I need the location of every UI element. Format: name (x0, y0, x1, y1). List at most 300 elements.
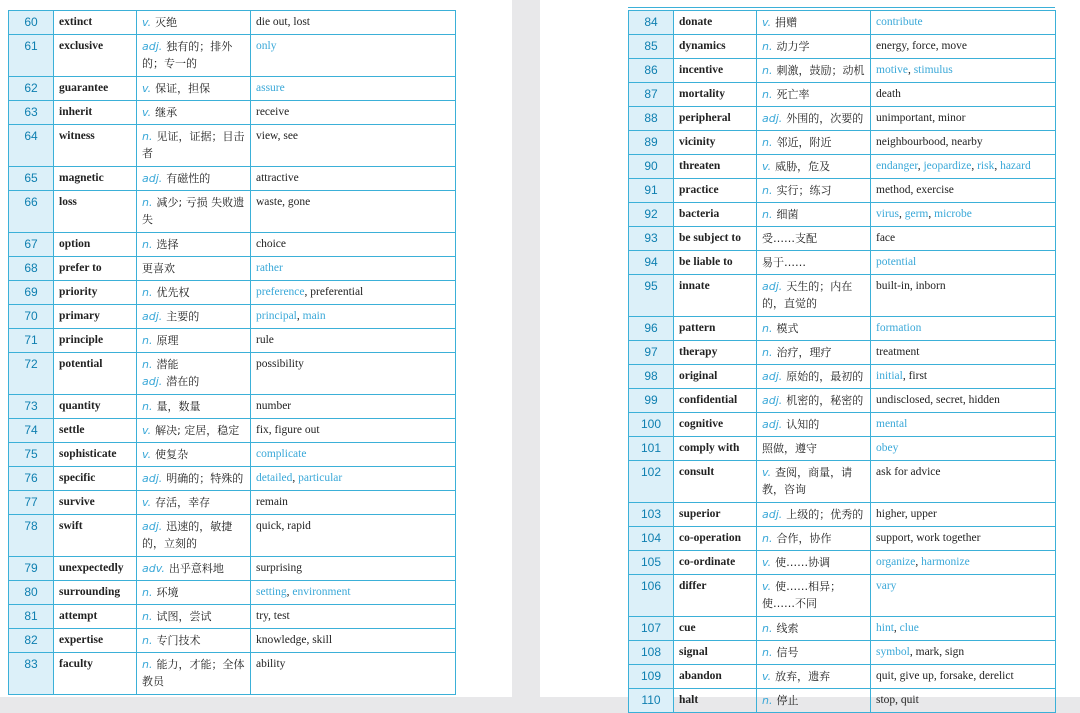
meaning-text: 机密的，秘密的 (786, 394, 864, 407)
synonyms (871, 665, 1056, 689)
synonyms (251, 467, 456, 491)
synonym-text: knowledge, skill (256, 634, 333, 646)
meaning-text: 易于…… (762, 256, 806, 269)
meaning-line (142, 236, 245, 253)
vocab-row (629, 35, 1056, 59)
part-of-speech: n. (142, 634, 153, 647)
part-of-speech: adj. (142, 472, 163, 485)
vocab-row (629, 251, 1056, 275)
headword: sophisticate (54, 443, 137, 467)
vocab-table-left-body (9, 11, 456, 695)
synonym-text: , preferential (304, 286, 364, 298)
synonyms (251, 305, 456, 329)
headword: comply with (674, 437, 757, 461)
vocab-row (629, 437, 1056, 461)
part-of-speech: v. (762, 466, 772, 479)
vocab-row (9, 395, 456, 419)
synonym-text: higher, upper (876, 508, 937, 520)
chinese-meaning (757, 551, 871, 575)
vocab-row (9, 419, 456, 443)
vocab-row (9, 77, 456, 101)
chinese-meaning (757, 275, 871, 317)
meaning-line (142, 260, 245, 277)
part-of-speech: n. (142, 334, 153, 347)
chinese-meaning (137, 419, 251, 443)
vocab-row (629, 203, 1056, 227)
synonym-highlight: symbol (876, 646, 910, 658)
vocab-table-left (8, 10, 456, 695)
synonym-text: receive (256, 106, 290, 118)
synonym-highlight: detailed (256, 472, 293, 484)
synonyms (251, 77, 456, 101)
meaning-text: 邻近，附近 (776, 136, 832, 149)
synonym-text: , (907, 64, 914, 76)
headword: settle (54, 419, 137, 443)
synonym-text: , mark, sign (909, 646, 965, 658)
meaning-line (142, 284, 245, 301)
synonyms (251, 581, 456, 605)
chinese-meaning (757, 59, 871, 83)
meaning-line (142, 656, 245, 690)
chinese-meaning (137, 233, 251, 257)
entry-number: 62 (9, 77, 54, 101)
left-page (0, 0, 512, 697)
synonym-highlight: risk (977, 160, 995, 172)
synonym-text: built-in, inborn (876, 280, 946, 292)
headword: dynamics (674, 35, 757, 59)
chinese-meaning (757, 155, 871, 179)
meaning-text: 有磁性的 (166, 172, 211, 185)
synonyms (251, 191, 456, 233)
part-of-speech: n. (762, 88, 773, 101)
part-of-speech: n. (762, 694, 773, 707)
vocab-row (9, 125, 456, 167)
part-of-speech: n. (142, 586, 153, 599)
synonyms (871, 179, 1056, 203)
meaning-text: 实行；练习 (776, 184, 832, 197)
meaning-line (762, 206, 865, 223)
chinese-meaning (137, 605, 251, 629)
entry-number: 100 (629, 413, 674, 437)
vocab-row (9, 605, 456, 629)
meaning-text: 使……协调 (775, 556, 831, 569)
synonyms (251, 101, 456, 125)
vocab-row (629, 179, 1056, 203)
vocab-row (629, 461, 1056, 503)
chinese-meaning (757, 11, 871, 35)
synonyms (871, 131, 1056, 155)
part-of-speech: n. (142, 130, 153, 143)
entry-number: 97 (629, 341, 674, 365)
part-of-speech: n. (142, 286, 153, 299)
meaning-line (762, 668, 865, 685)
vocab-row (629, 527, 1056, 551)
entry-number: 83 (9, 653, 54, 695)
headword: primary (54, 305, 137, 329)
headword: cognitive (674, 413, 757, 437)
part-of-speech: v. (762, 580, 772, 593)
entry-number: 78 (9, 515, 54, 557)
synonym-text: , (994, 160, 1001, 172)
synonyms (871, 11, 1056, 35)
meaning-text: 灭绝 (155, 16, 178, 29)
synonyms (251, 629, 456, 653)
headword: loss (54, 191, 137, 233)
meaning-text: 主要的 (166, 310, 200, 323)
headword: mortality (674, 83, 757, 107)
part-of-speech: adj. (142, 375, 163, 388)
part-of-speech: v. (142, 82, 152, 95)
synonym-text: quick, rapid (256, 520, 311, 532)
synonym-text: fix, figure out (256, 424, 320, 436)
headword: peripheral (674, 107, 757, 131)
vocab-row (629, 11, 1056, 35)
meaning-text: 线索 (776, 622, 799, 635)
meaning-text: 治疗，理疗 (776, 346, 832, 359)
chinese-meaning (757, 503, 871, 527)
meaning-line (142, 104, 245, 121)
headword: witness (54, 125, 137, 167)
synonyms (251, 605, 456, 629)
headword: therapy (674, 341, 757, 365)
part-of-speech: n. (762, 322, 773, 335)
synonym-text: possibility (256, 358, 304, 370)
meaning-text: 威胁，危及 (775, 160, 831, 173)
meaning-text: 死亡率 (776, 88, 810, 101)
headword: unexpectedly (54, 557, 137, 581)
chinese-meaning (137, 191, 251, 233)
part-of-speech: v. (762, 670, 772, 683)
synonym-text: quit, give up, forsake, derelict (876, 670, 1014, 682)
vocab-table-right-body (629, 11, 1056, 713)
vocab-row (629, 227, 1056, 251)
part-of-speech: adj. (762, 394, 783, 407)
meaning-text: 使……相异；使……不同 (762, 580, 842, 610)
part-of-speech: n. (142, 358, 153, 371)
headword: superior (674, 503, 757, 527)
headword: guarantee (54, 77, 137, 101)
entry-number: 110 (629, 689, 674, 713)
entry-number: 105 (629, 551, 674, 575)
synonym-highlight: assure (256, 82, 285, 94)
headword: be subject to (674, 227, 757, 251)
synonym-highlight: complicate (256, 448, 307, 460)
meaning-line (762, 344, 865, 361)
synonym-highlight: clue (899, 622, 919, 634)
meaning-text: 照做，遵守 (762, 442, 817, 455)
synonym-text: face (876, 232, 896, 244)
meaning-text: 选择 (156, 238, 179, 251)
part-of-speech: n. (762, 184, 773, 197)
chinese-meaning (137, 77, 251, 101)
part-of-speech: n. (142, 238, 153, 251)
meaning-line (762, 578, 865, 612)
part-of-speech: n. (142, 400, 153, 413)
vocab-row (629, 275, 1056, 317)
vocab-row (9, 233, 456, 257)
synonyms (871, 251, 1056, 275)
entry-number: 61 (9, 35, 54, 77)
vocab-row (9, 491, 456, 515)
part-of-speech: adj. (142, 40, 163, 53)
chinese-meaning (137, 491, 251, 515)
headword: confidential (674, 389, 757, 413)
entry-number: 104 (629, 527, 674, 551)
vocab-row (9, 11, 456, 35)
meaning-line (142, 632, 245, 649)
meaning-line (142, 446, 245, 463)
vocab-row (629, 365, 1056, 389)
chinese-meaning (757, 341, 871, 365)
meaning-line (142, 608, 245, 625)
headword: extinct (54, 11, 137, 35)
synonym-text: ask for advice (876, 466, 941, 478)
entry-number: 93 (629, 227, 674, 251)
synonym-text: choice (256, 238, 287, 250)
part-of-speech: adj. (762, 508, 783, 521)
vocab-row (9, 101, 456, 125)
headword: consult (674, 461, 757, 503)
synonym-highlight: initial (876, 370, 903, 382)
synonym-highlight: obey (876, 442, 899, 454)
chinese-meaning (757, 107, 871, 131)
meaning-text: 放弃，遗弃 (775, 670, 831, 683)
synonyms (871, 413, 1056, 437)
entry-number: 95 (629, 275, 674, 317)
meaning-line (142, 422, 245, 439)
meaning-text: 能力，才能；全体教员 (142, 658, 245, 688)
part-of-speech: n. (762, 346, 773, 359)
meaning-line (142, 332, 245, 349)
vocab-row (9, 35, 456, 77)
synonyms (251, 491, 456, 515)
synonym-highlight: endanger (876, 160, 918, 172)
synonym-text: stop, quit (876, 694, 919, 706)
part-of-speech: adv. (142, 562, 165, 575)
meaning-line (762, 692, 865, 709)
chinese-meaning (757, 641, 871, 665)
chinese-meaning (757, 617, 871, 641)
part-of-speech: adj. (762, 112, 783, 125)
vocab-row (9, 653, 456, 695)
synonym-text: view, see (256, 130, 299, 142)
synonym-highlight: rather (256, 262, 283, 274)
part-of-speech: adj. (142, 520, 163, 533)
headword: potential (54, 353, 137, 395)
meaning-line (142, 80, 245, 97)
synonym-text: , (893, 622, 900, 634)
right-page (540, 0, 1080, 707)
synonym-highlight: organize (876, 556, 916, 568)
meaning-text: 潜在的 (166, 375, 200, 388)
synonym-text: ability (256, 658, 286, 670)
meaning-line (762, 368, 865, 385)
meaning-text: 天生的；内在的，直觉的 (762, 280, 853, 310)
synonym-text: , (915, 556, 922, 568)
headword: signal (674, 641, 757, 665)
vocab-row (629, 83, 1056, 107)
headword: differ (674, 575, 757, 617)
chinese-meaning (137, 167, 251, 191)
synonyms (871, 275, 1056, 317)
synonym-highlight: environment (292, 586, 351, 598)
meaning-text: 解决; 定居，稳定 (155, 424, 240, 437)
meaning-text: 认知的 (786, 418, 820, 431)
meaning-line (762, 182, 865, 199)
meaning-text: 使复杂 (155, 448, 189, 461)
headword: exclusive (54, 35, 137, 77)
chinese-meaning (757, 461, 871, 503)
synonym-highlight: hint (876, 622, 894, 634)
chinese-meaning (757, 35, 871, 59)
synonyms (251, 11, 456, 35)
meaning-text: 原始的，最初的 (786, 370, 864, 383)
entry-number: 85 (629, 35, 674, 59)
synonyms (871, 365, 1056, 389)
synonym-highlight: main (302, 310, 326, 322)
vocab-row (9, 353, 456, 395)
entry-number: 69 (9, 281, 54, 305)
vocab-row (9, 443, 456, 467)
headword: vicinity (674, 131, 757, 155)
meaning-text: 试图，尝试 (156, 610, 212, 623)
chinese-meaning (757, 365, 871, 389)
entry-number: 72 (9, 353, 54, 395)
part-of-speech: n. (762, 64, 773, 77)
entry-number: 86 (629, 59, 674, 83)
synonyms (251, 443, 456, 467)
synonyms (871, 155, 1056, 179)
meaning-text: 受……支配 (762, 232, 817, 245)
synonym-text: , (292, 472, 299, 484)
synonyms (251, 167, 456, 191)
headword: threaten (674, 155, 757, 179)
synonym-highlight: microbe (934, 208, 972, 220)
headword: be liable to (674, 251, 757, 275)
meaning-text: 原理 (156, 334, 179, 347)
entry-number: 94 (629, 251, 674, 275)
synonyms (251, 653, 456, 695)
meaning-text: 刺激，鼓励；动机 (776, 64, 865, 77)
entry-number: 64 (9, 125, 54, 167)
entry-number: 98 (629, 365, 674, 389)
headword: specific (54, 467, 137, 491)
synonyms (871, 203, 1056, 227)
synonyms (871, 341, 1056, 365)
entry-number: 68 (9, 257, 54, 281)
meaning-line (762, 38, 865, 55)
meaning-line (762, 254, 865, 271)
chinese-meaning (757, 437, 871, 461)
meaning-line (762, 392, 865, 409)
vocab-row (9, 557, 456, 581)
headword: abandon (674, 665, 757, 689)
meaning-line (142, 494, 245, 511)
meaning-text: 查阅，商量，请教，咨询 (762, 466, 853, 496)
entry-number: 74 (9, 419, 54, 443)
synonyms (251, 353, 456, 395)
entry-number: 73 (9, 395, 54, 419)
entry-number: 90 (629, 155, 674, 179)
headword: quantity (54, 395, 137, 419)
chinese-meaning (757, 389, 871, 413)
vocab-row (629, 389, 1056, 413)
vocab-row (629, 551, 1056, 575)
synonym-text: unimportant, minor (876, 112, 966, 124)
chinese-meaning (137, 443, 251, 467)
chinese-meaning (757, 131, 871, 155)
synonym-text: number (256, 400, 292, 412)
part-of-speech: v. (762, 556, 772, 569)
synonym-highlight: virus (876, 208, 899, 220)
synonym-text: remain (256, 496, 288, 508)
entry-number: 92 (629, 203, 674, 227)
synonyms (871, 461, 1056, 503)
synonym-highlight: hazard (1000, 160, 1031, 172)
meaning-line (142, 398, 245, 415)
entry-number: 108 (629, 641, 674, 665)
entry-number: 87 (629, 83, 674, 107)
vocab-row (629, 575, 1056, 617)
chinese-meaning (757, 413, 871, 437)
synonyms (251, 395, 456, 419)
entry-number: 89 (629, 131, 674, 155)
meaning-line (142, 308, 245, 325)
chinese-meaning (757, 227, 871, 251)
entry-number: 71 (9, 329, 54, 353)
synonyms (871, 83, 1056, 107)
synonym-text: , first (902, 370, 928, 382)
synonym-text: support, work together (876, 532, 981, 544)
headword: innate (674, 275, 757, 317)
part-of-speech: n. (762, 646, 773, 659)
entry-number: 63 (9, 101, 54, 125)
table-top-edge (628, 0, 1055, 8)
vocab-row (629, 689, 1056, 713)
meaning-line (762, 464, 865, 498)
part-of-speech: n. (762, 532, 773, 545)
headword: faculty (54, 653, 137, 695)
part-of-speech: v. (762, 16, 772, 29)
synonym-highlight: harmonize (921, 556, 970, 568)
synonym-highlight: motive (876, 64, 908, 76)
headword: cue (674, 617, 757, 641)
synonym-highlight: preference (256, 286, 305, 298)
vocab-row (9, 515, 456, 557)
synonym-highlight: contribute (876, 16, 923, 28)
meaning-line (762, 530, 865, 547)
meaning-line (142, 584, 245, 601)
meaning-line (142, 373, 245, 390)
meaning-line (762, 230, 865, 247)
chinese-meaning (137, 281, 251, 305)
part-of-speech: n. (142, 658, 153, 671)
synonyms (871, 527, 1056, 551)
synonym-text: waste, gone (256, 196, 311, 208)
synonym-highlight: formation (876, 322, 922, 334)
chinese-meaning (137, 35, 251, 77)
vocab-row (9, 581, 456, 605)
meaning-line (762, 644, 865, 661)
chinese-meaning (757, 665, 871, 689)
synonym-text: undisclosed, secret, hidden (876, 394, 1000, 406)
chinese-meaning (137, 305, 251, 329)
entry-number: 76 (9, 467, 54, 491)
meaning-text: 更喜欢 (142, 262, 175, 275)
vocab-row (629, 107, 1056, 131)
meaning-text: 上级的；优秀的 (786, 508, 864, 521)
synonyms (251, 35, 456, 77)
